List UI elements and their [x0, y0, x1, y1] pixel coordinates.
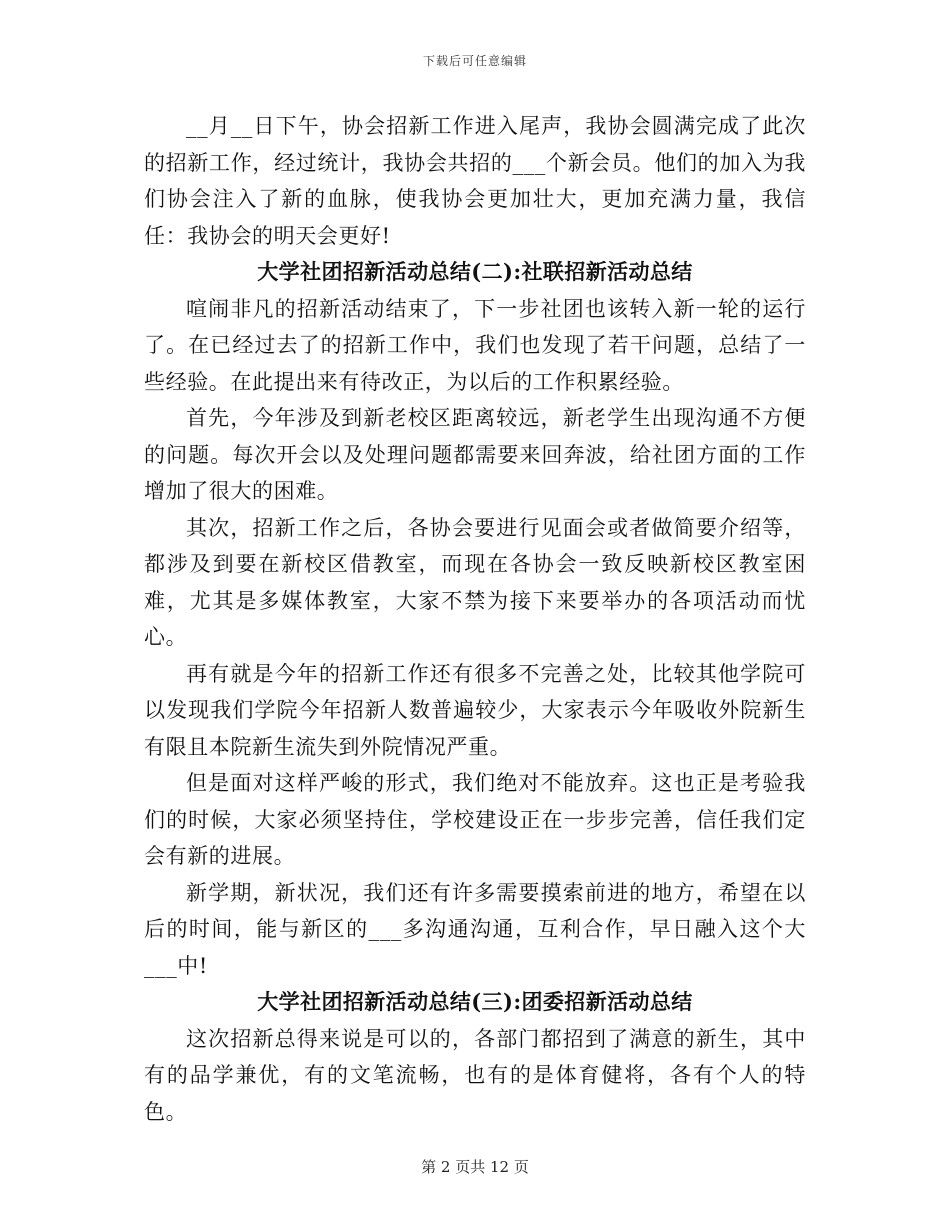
- paragraph-intro: 喧闹非凡的招新活动结束了，下一步社团也该转入新一轮的运行了。在已经过去了的招新工作中，我们也发现了若干问题，总结了一些经验。在此提出来有待改正，为以后的工作积累经验。: [144, 296, 806, 394]
- document-body: [144, 108, 806, 1130]
- page-number: 第 2 页共 12 页: [421, 1158, 529, 1176]
- paragraph-first-issue: 首先，今年涉及到新老校区距离较远，新老学生出现沟通不方便的问题。每次开会以及处理问题都需要来回奔波，给社团方面的工作增加了很大的困难。: [144, 406, 806, 503]
- paragraph-resolve: 但是面对这样严峻的形式，我们绝对不能放弃。这也正是考验我们的时候，大家必须坚持住，学校建设正在一步步完善，信任我们定会有新的进展。: [144, 771, 806, 868]
- paragraph-league-summary: 这次招新总得来说是可以的，各部门都招到了满意的新生，其中有的品学兼优，有的文笔流畅，也有的是体育健将，各有个人的特色。: [144, 1026, 806, 1124]
- paragraph-recruitment-summary: __月__日下午，协会招新工作进入尾声，我协会圆满完成了此次的招新工作，经过统计，我协会共招的___个新会员。他们的加入为我们协会注入了新的血脉，使我协会更加壮大，更加充满力量，我信任：我协会的明天会更好!: [144, 114, 806, 248]
- section-heading-2: 大学社团招新活动总结(二):社联招新活动总结: [257, 259, 693, 284]
- page-header: 下载后可任意编辑: [422, 54, 527, 68]
- paragraph-second-issue: 其次，招新工作之后，各协会要进行见面会或者做简要介绍等，都涉及到要在新校区借教室，而现在各协会一致反映新校区教室困难，尤其是多媒体教室，大家不禁为接下来要举办的各项活动而忧心。: [144, 515, 806, 649]
- paragraph-new-semester: 新学期，新状况，我们还有许多需要摸索前进的地方，希望在以后的时间，能与新区的___多沟通沟通，互利合作，早日融入这个大___中!: [144, 880, 806, 978]
- paragraph-third-issue: 再有就是今年的招新工作还有很多不完善之处，比较其他学院可以发现我们学院今年招新人数普遍较少，大家表示今年吸收外院新生有限且本院新生流失到外院情况严重。: [144, 661, 806, 759]
- section-heading-3: 大学社团招新活动总结(三):团委招新活动总结: [257, 989, 693, 1014]
